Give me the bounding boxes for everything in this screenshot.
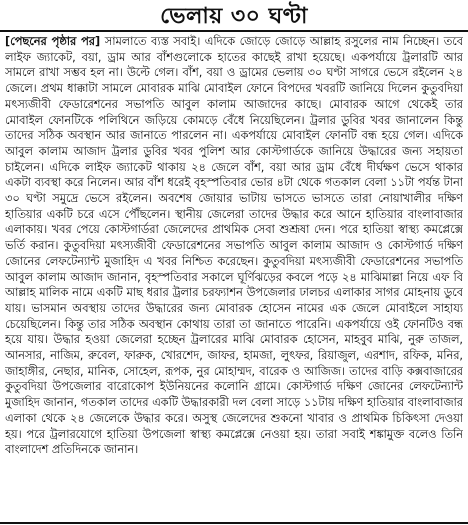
headline-rule xyxy=(0,30,468,32)
article-text: সামলাতে ব্যস্ত সবাই। এদিকে জোড়ে জোড়ে আল্লাহ রসুলের নাম নিচ্ছেন। তবে লাইফ জ্যাকেট, বয়া, ড্রাম আর বাঁশগুলোকে হাতের কাছেই রাখা হয়েছে। একপর্যায়ে ট্রলারটি আর সামলে রাখা সম্ভব হল না। উল্টে গেল। বাঁশ, বয়া ও ড্রামের ভেলায় ৩০ ঘণ্টা সাগরে ভেসে রইলেন ২৪ জেলে। প্রথম ধাক্কাটা সামলে মোবারক মাঝি মোবাইল ফোনে বিপদের খবরটি জানিয়ে দিলেন কুতুবদিয়া মৎস্যজীবী ফেডারেশনের সভাপতি আবুল কালাম আজাদের কাছে। মোবারক আগে থেকেই তার মোবাইল ফোনটিকে পলিথিনে জড়িয়ে কোমড়ে বেঁধে নিয়েছিলেন। ট্রলার ডুবির খবর জানালেন কিন্তু তাদের সঠিক অবস্থান আর জানাতে পারলেন না। একপর্যায়ে মোবাইল ফোনটি বন্ধ হয়ে গেল। এদিকে আবুল কালাম আজাদ ট্রলার ডুবির খবর পুলিশ আর কোস্টগার্ডকে জানিয়ে উদ্ধারের জন্য সহায়তা চাইলেন। এদিকে লাইফ জ্যাকেট থাকায় ২৪ জেলে বাঁশ, বয়া আর ড্রাম বেঁধে দীর্ঘক্ষণ ভেসে থাকার একটা ব্যবস্থা করে নিলেন। আর বাঁশ ধরেই বৃহস্পতিবার ভোর ৪টা থেকে গতকাল বেলা ১১টা পর্যন্ত টানা ৩০ ঘণ্টা সমুদ্রে ভেসে রইলেন। অবশেষ জোয়ার ভাটায় ভাসতে ভাসতে তারা নোয়াখালীর দক্ষিণ হাতিয়ার একটি চরে এসে পৌঁছলেন। স্থানীয় জেলেরা তাদের উদ্ধার করে আনে হাতিয়ার বাংলাবাজার এলাকায়। খবর পেয়ে কোস্টগার্ডরা জেলেদের প্রাথমিক সেবা শুশ্রূষা দেন। পরে হাতিয়া স্বাস্থ্য কমপ্লেক্সে ভর্তি করান। কুতুবদিয়া মৎস্যজীবী ফেডারেশনের সভাপতি আবুল কালাম আজাদ ও কোস্টগার্ড দক্ষিণ জোনের লেফটেন্যান্ট মুজাহিদ এ খবর নিশ্চিত করেছেন। কুতুবদিয়া মৎস্যজীবী ফেডারেশনের সভাপতি আবুল কালাম আজাদ জানান, বৃহস্পতিবার সকালে ঘূর্ণিঝড়ের কবলে পড়ে ২৪ মাঝিমাল্লা নিয়ে এফ বি আল্লাহ মালিক নামে একটি মাছ ধরার ট্রলার চরফ্যাশন উপজেলার ঢালচর এলাকার সাগর মোহনায় ডুবে যায়। ভাসমান অবস্থায় তাদের উদ্ধারের জন্য মোবারক হোসেন নামের এক জেলে মোবাইলে সাহায্য চেয়েছিলেন। কিন্তু তার সঠিক অবস্থান কোথায় তারা তা জানাতে পারেনি। একপর্যায়ে ওই ফোনটিও বন্ধ হয়ে যায়। উদ্ধার হওয়া জেলেরা হচ্ছেন ট্রলারের মাঝি মোবারক হোসেন, মাহবুব মাঝি, নুরু তাজল, আনসার, নাজিম, রুবেল, ফারুক, খোরশেদ, জাফর, হামজা, লুৎফর, রিয়াজুল, এরশাদ, রফিক, মনির, জাহাঙ্গীর, নেছার, মানিক, সোহেল, রূপক, নুর মোহাম্মদ, বারেক ও আজিজ। তাদের বাড়ি কক্সবাজারের কুতুবদিয়া উপজেলার বারোকোপ ইউনিয়নের কলোনি গ্রামে। কোস্টগার্ড দক্ষিণ জোনের লেফটেন্যান্ট মুজাহিদ জানান, গতকাল তাদের একটি উদ্ধারকারী দল বেলা সাড়ে ১১টায় দক্ষিণ হাতিয়ার বাংলাবাজার এলাকা থেকে ২৪ জেলেকে উদ্ধার করে। অসুস্থ জেলেদের শুকনো খাবার ও প্রাথমিক চিকিৎসা দেওয়া হয়। পরে ট্রলারযোগে হাতিয়া উপজেলা স্বাস্থ্য কমপ্লেক্সে নেওয়া হয়। তারা সবাই শঙ্কামুক্ত বলেও তিনি বাংলাদেশ প্রতিদিনকে জানান। xyxy=(5,35,463,457)
headline: ভেলায় ৩০ ঘণ্টা xyxy=(160,4,308,29)
continued-from-tag: [পেছনের পৃষ্ঠার পর] xyxy=(5,35,101,48)
article-body xyxy=(5,34,463,522)
bottom-rule xyxy=(0,522,468,524)
